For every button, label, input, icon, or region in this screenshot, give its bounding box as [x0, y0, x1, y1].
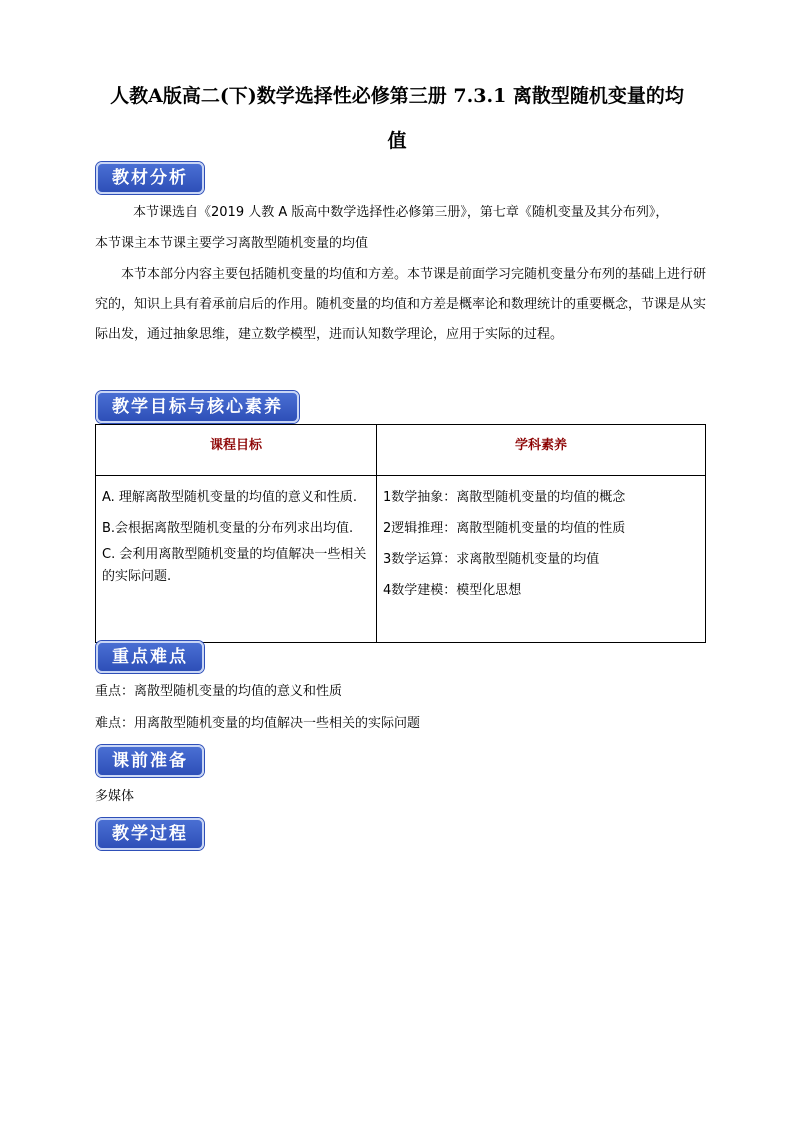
- analysis-paragraph-1-line-1: 本节课选自《2019 人教 A 版高中数学选择性必修第三册》，第七章《随机变量及其分布列》，: [133, 205, 669, 220]
- course-goals-cell: [96, 476, 377, 643]
- literacy-cell: [377, 476, 706, 643]
- section-goals-heading: 教学目标与核心素养: [96, 391, 299, 423]
- literacy-item-3: 3数学运算：求离散型随机变量的均值: [383, 552, 600, 567]
- analysis-paragraph-1-line-2: 本节课主本节课主要学习离散型随机变量的均值: [95, 236, 369, 251]
- title-line-2: 值: [387, 130, 407, 152]
- goal-a: A. 理解离散型随机变量的均值的意义和性质.: [102, 490, 358, 505]
- section-process-heading: 教学过程: [96, 818, 204, 850]
- literacy-item-2: 2逻辑推理：离散型随机变量的均值的性质: [383, 521, 626, 536]
- section-prep-heading: 课前准备: [96, 745, 204, 777]
- goal-c: C. 会利用离散型随机变量的均值解决一些相关的实际问题.: [102, 547, 367, 584]
- header-course-goals: 课程目标: [96, 425, 377, 476]
- difficult-point-text: 难点：用离散型随机变量的均值解决一些相关的实际问题: [95, 716, 421, 731]
- title-line-1: 人教A版高二(下)数学选择性必修第三册 7.3.1 离散型随机变量的均: [110, 85, 684, 107]
- table-header-row: [96, 425, 706, 476]
- section-keypoints-heading: 重点难点: [96, 641, 204, 673]
- section-analysis-heading: 教材分析: [96, 162, 204, 194]
- goals-table: [95, 424, 706, 643]
- analysis-paragraph-2: 本节本部分内容主要包括随机变量的均值和方差。本节课是前面学习完随机变量分布列的基础上进行研究的，知识上具有着承前启后的作用。随机变量的均值和方差是概率论和数理统计的重要概念，节课是从实际出发，通过抽象思维，建立数学模型，进而认知数学理论，应用于实际的过程。: [95, 267, 707, 342]
- literacy-item-4: 4数学建模：模型化思想: [383, 583, 522, 598]
- goal-b: B.会根据离散型随机变量的分布列求出均值.: [102, 521, 354, 536]
- table-row: [96, 476, 706, 643]
- prep-text: 多媒体: [95, 789, 135, 804]
- document-title: [60, 74, 734, 164]
- key-point-text: 重点：离散型随机变量的均值的意义和性质: [95, 684, 343, 699]
- literacy-item-1: 1数学抽象：离散型随机变量的均值的概念: [383, 490, 626, 505]
- header-subject-literacy: 学科素养: [377, 425, 706, 476]
